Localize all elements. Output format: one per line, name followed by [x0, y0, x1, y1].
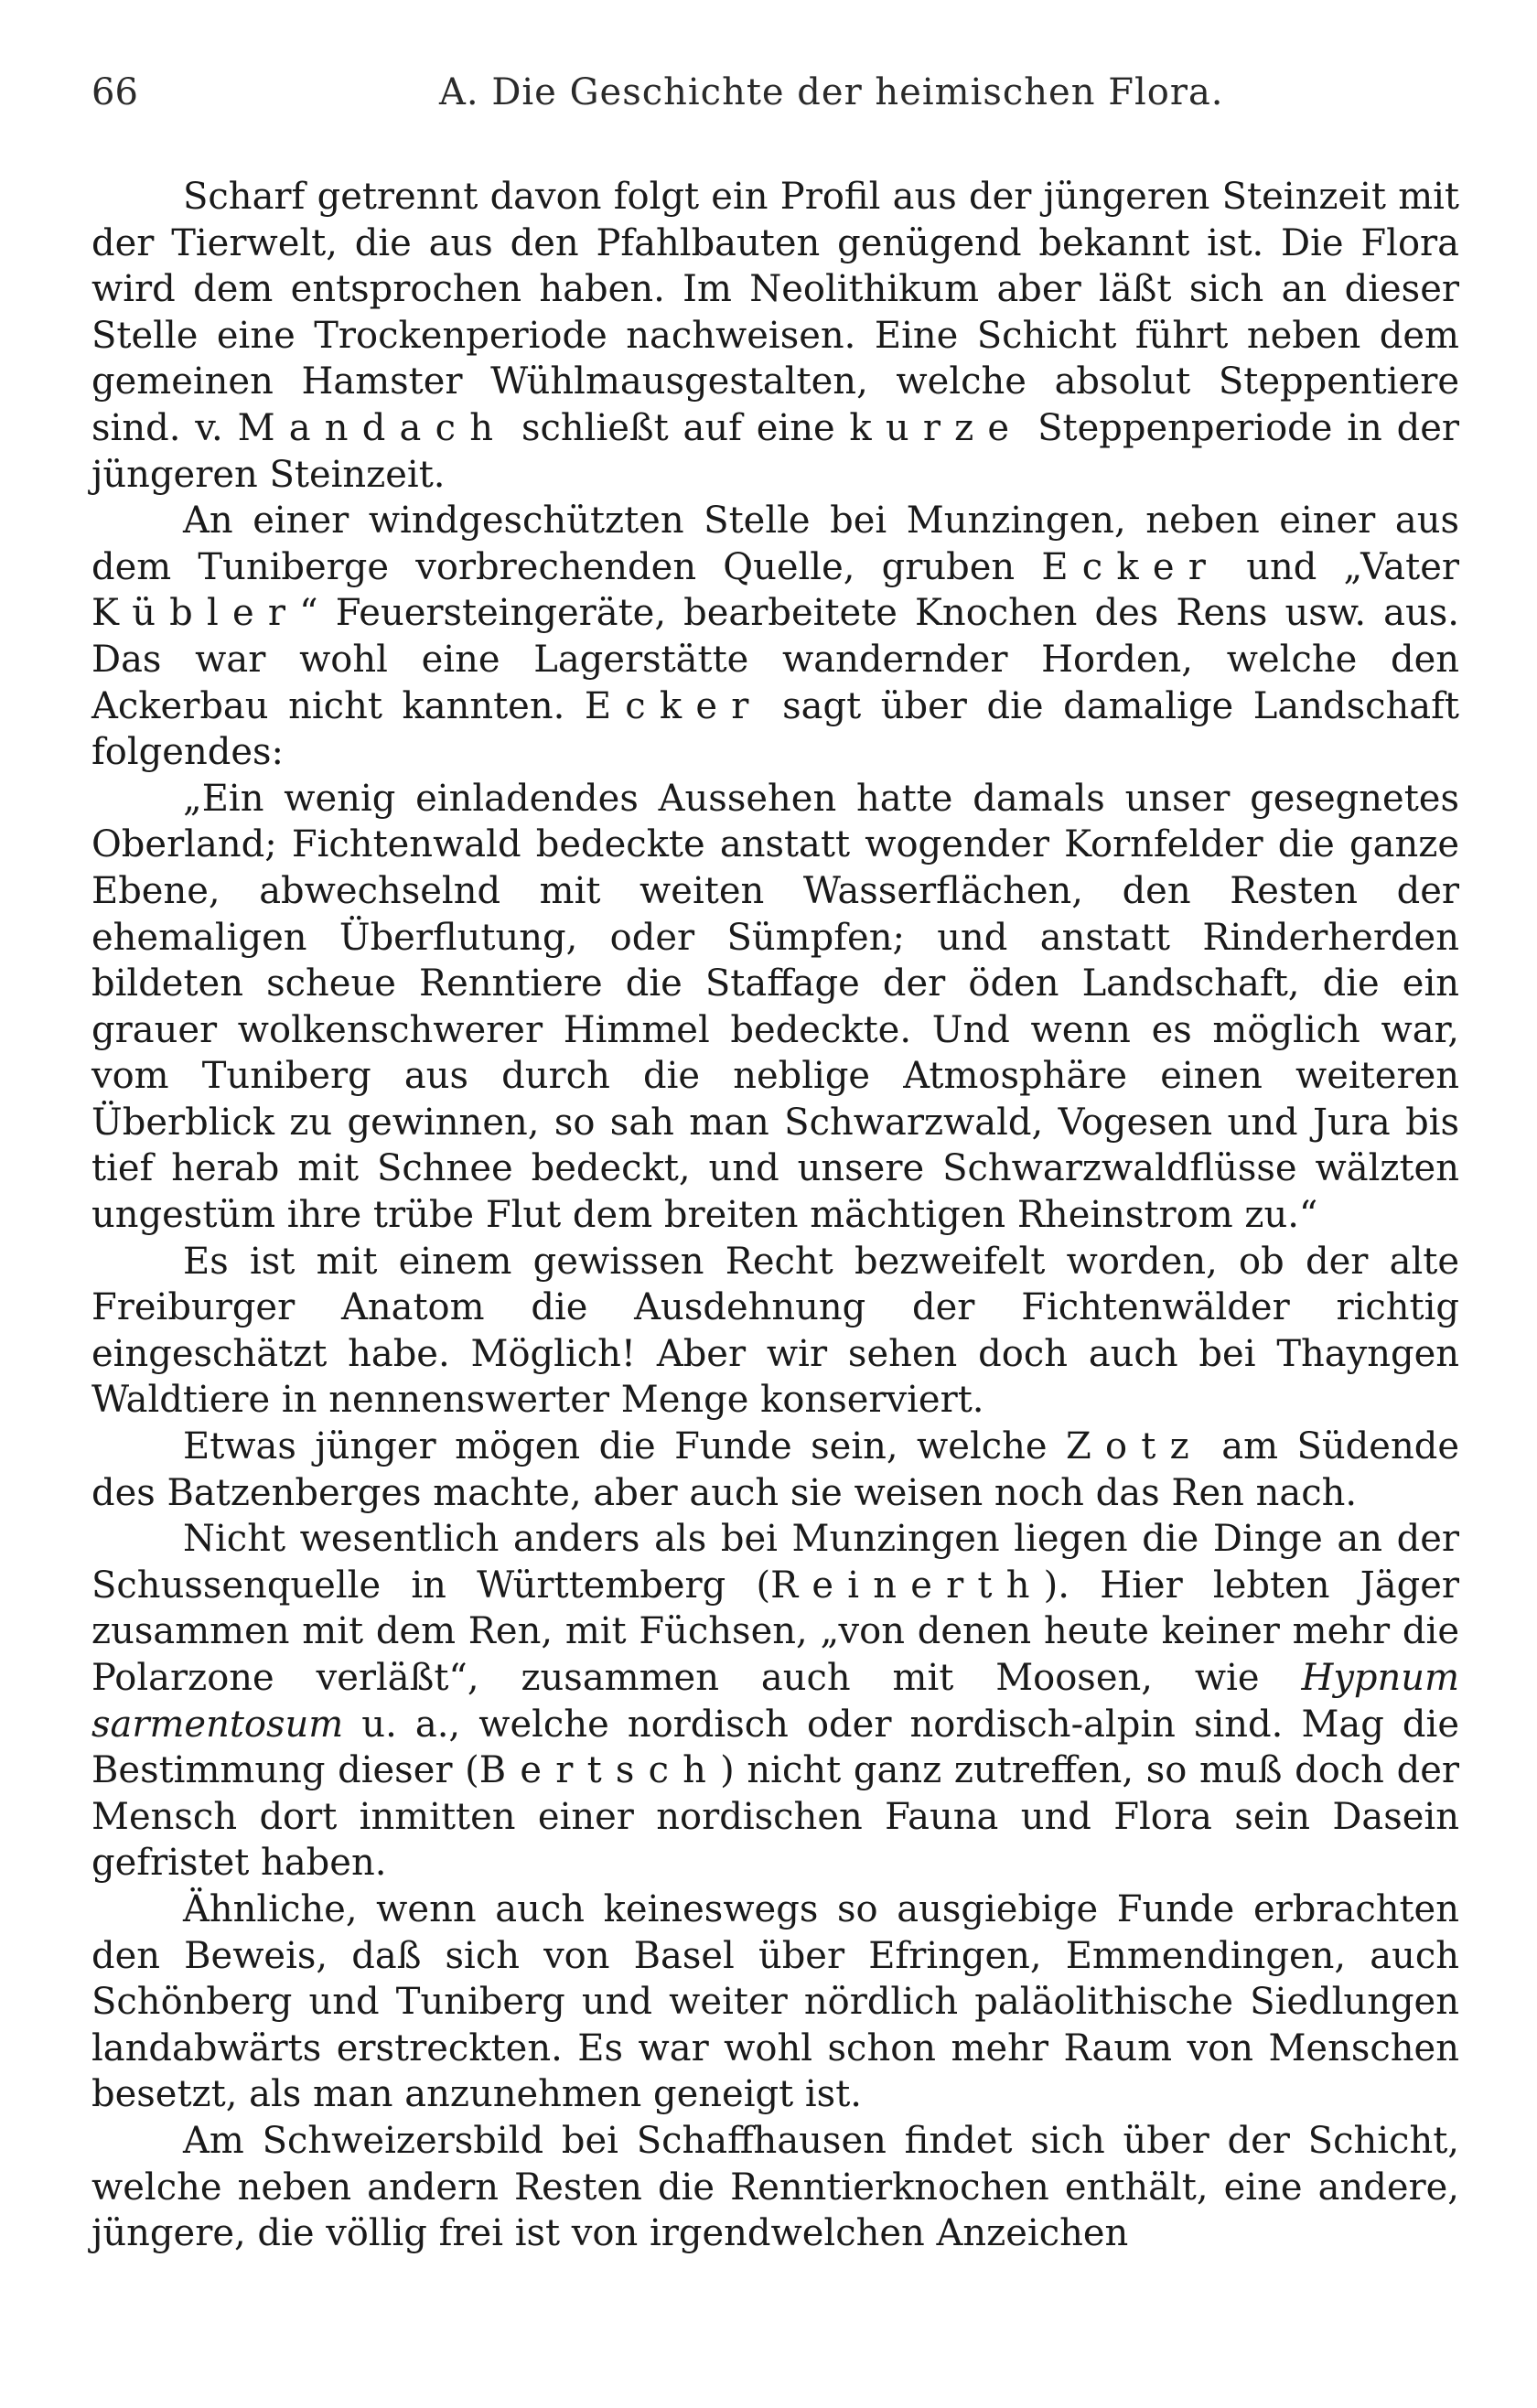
body-text	[91, 174, 1459, 2257]
text-run: “ Feuersteingeräte, bearbeitete Knochen des Rens usw. aus. Das war wohl eine Lagerstätte wandernder Horden, welche den Ackerbau nicht kannten.	[91, 592, 1459, 727]
text-run: schließt auf eine	[507, 406, 850, 449]
text-run: Scharf getrennt davon folgt ein Profil aus der jüngeren Steinzeit mit der Tierwelt, die aus den Pfahlbauten genügend bekannt ist. Die Flora wird dem entsprochen haben. Im Neolithikum aber läßt sich an dieser Stelle eine Trockenperiode nachweisen. Eine Schicht führt neben dem gemeinen Hamster Wühlmausgestalten, welche absolut Steppentiere sind. v.	[91, 176, 1459, 449]
paragraph	[91, 1239, 1459, 1424]
page-number: 66	[91, 71, 138, 113]
spaced-name: Mandach	[237, 406, 508, 449]
paragraph	[91, 174, 1459, 498]
spaced-name: Bertsch	[478, 1749, 721, 1792]
paragraph	[91, 498, 1459, 776]
running-title: A. Die Geschichte der heimischen Flora.	[439, 71, 1224, 113]
text-run: ) nicht ganz zutreffen, so muß doch der Mensch dort inmitten einer nordischen Fauna und Flora sein Dasein gefristet haben.	[91, 1749, 1460, 1885]
spaced-name: Ecker	[584, 684, 763, 727]
text-run: ). Hier lebten Jäger zusammen mit dem Ren, mit Füchsen, „von denen heute keiner mehr die Polarzone verläßt“, zusammen auch mit Moosen, wie	[91, 1564, 1460, 1699]
text-run: Etwas jünger mögen die Funde sein, welche	[183, 1425, 1067, 1468]
spaced-name: Zotz	[1066, 1425, 1203, 1468]
page-header	[91, 71, 1464, 126]
text-run: Steppenperiode in der jüngeren Steinzeit.	[91, 406, 1459, 496]
quote-paragraph	[91, 776, 1459, 1239]
paragraph	[91, 2118, 1459, 2257]
paragraph	[91, 1516, 1459, 1887]
text-run: Es ist mit einem gewissen Recht bezweifelt worden, ob der alte Freiburger Anatom die Ausdehnung der Fichtenwälder richtig eingeschätzt habe. Möglich! Aber wir sehen doch auch bei Thayngen Waldtiere in nennenswerter Menge konserviert.	[91, 1240, 1459, 1422]
text-run: u. a., welche nordisch oder nordisch-alpin sind. Mag die Bestimmung dieser (	[91, 1703, 1459, 1792]
text-run: Nicht wesentlich anders als bei Munzingen liegen die Dinge an der Schussenquelle in Württemberg (	[91, 1518, 1459, 1607]
text-run: am Südende des Batzenberges machte, aber auch sie weisen noch das Ren nach.	[91, 1425, 1459, 1514]
text-run: Am Schweizersbild bei Schaffhausen findet sich über der Schicht, welche neben andern Resten die Renntierknochen enthält, eine andere, jüngere, die völlig frei ist von irgendwelchen Anzeichen	[91, 2119, 1459, 2255]
paragraph	[91, 1887, 1459, 2118]
text-run: und „Vater	[1220, 545, 1460, 588]
text-run: Ähnliche, wenn auch keineswegs so ausgiebige Funde erbrachten den Beweis, daß sich von Basel über Efringen, Emmendingen, auch Schönberg und Tuniberg und weiter nördlich paläolithische Siedlungen landabwärts erstreckten. Es war wohl schon mehr Raum von Menschen besetzt, als man anzunehmen geneigt ist.	[91, 1887, 1459, 2116]
italic-taxon: Hypnum sarmentosum	[91, 1657, 1459, 1746]
text-run: „Ein wenig einladendes Aussehen hatte damals unser gesegnetes Oberland; Fichtenwald bedeckte anstatt wogender Kornfelder die ganze Ebene, abwechselnd mit weiten Wasserflächen, den Resten der ehemaligen Überflutung, oder Sümpfen; und anstatt Rinderherden bildeten scheue Renntiere die Staffage der öden Landschaft, die ein grauer wolkenschwerer Himmel bedeckte. Und wenn es möglich war, vom Tuniberg aus durch die neblige Atmosphäre einen weiteren Überblick zu gewinnen, so sah man Schwarzwald, Vogesen und Jura bis tief herab mit Schnee bedeckt, und unsere Schwarzwaldflüsse wälzten ungestüm ihre trübe Flut dem breiten mächtigen Rheinstrom zu.“	[91, 777, 1459, 1237]
spaced-name: Kübler	[91, 592, 300, 635]
text-run: sagt über die damalige Landschaft folgendes:	[91, 684, 1459, 774]
spaced-name: kurze	[849, 406, 1024, 449]
spaced-name: Reinerth	[770, 1564, 1044, 1607]
paragraph	[91, 1424, 1459, 1516]
text-run: An einer windgeschützten Stelle bei Munzingen, neben einer aus dem Tuniberge vorbrechenden Quelle, gruben	[91, 500, 1459, 588]
spaced-name: Ecker	[1041, 545, 1220, 588]
